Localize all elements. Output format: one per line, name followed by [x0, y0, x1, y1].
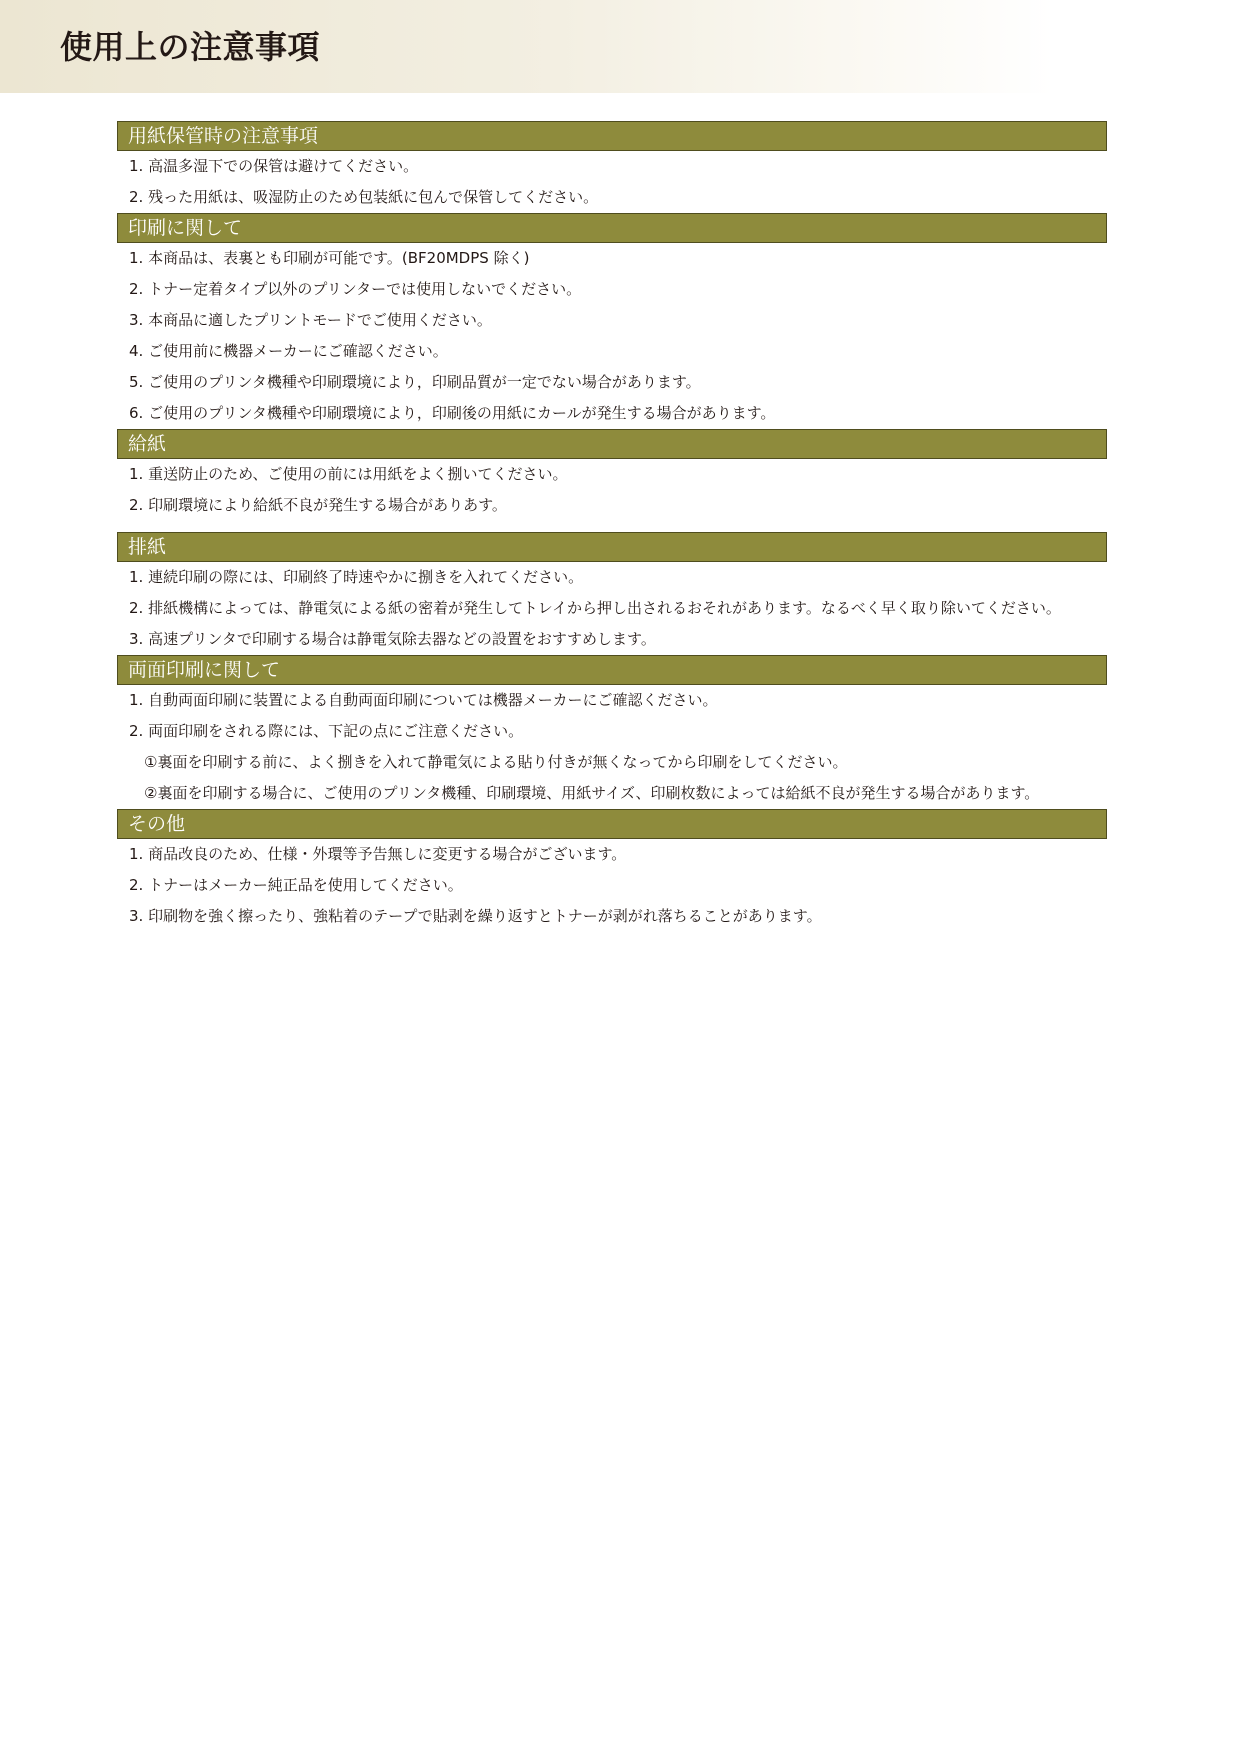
list-item: 2. トナーはメーカー純正品を使用してください。	[129, 876, 463, 894]
list-item: 5. ご使用のプリンタ機種や印刷環境により，印刷品質が一定でない場合があります。	[129, 373, 701, 391]
section-paper-feed	[117, 429, 1107, 532]
section-header: 印刷に関して	[117, 213, 1107, 243]
list-item: 1. 高温多湿下での保管は避けてください。	[129, 157, 419, 175]
list-item: 1. 商品改良のため、仕様・外環等予告無しに変更する場合がございます。	[129, 845, 627, 863]
section-printing	[117, 213, 1107, 429]
section-spacer	[117, 521, 1107, 532]
list-item: 4. ご使用前に機器メーカーにご確認ください。	[129, 342, 448, 360]
section-paper-storage	[117, 121, 1107, 213]
item-list	[117, 243, 1107, 429]
section-header: 排紙	[117, 532, 1107, 562]
list-item: 1. 自動両面印刷に装置による自動両面印刷については機器メーカーにご確認ください。	[129, 691, 718, 709]
list-item: 2. 両面印刷をされる際には、下記の点にご注意ください。	[129, 722, 524, 740]
list-item: 2. トナー定着タイプ以外のプリンターでは使用しないでください。	[129, 280, 582, 298]
section-header: 給紙	[117, 429, 1107, 459]
sub-list-item: ②裏面を印刷する場合に、ご使用のプリンタ機種、印刷環境、用紙サイズ、印刷枚数によっては給紙不良が発生する場合があります。	[144, 784, 1040, 802]
section-other	[117, 809, 1107, 932]
section-header: その他	[117, 809, 1107, 839]
item-list	[117, 839, 1107, 932]
list-item: 2. 印刷環境により給紙不良が発生する場合がありあす。	[129, 496, 507, 514]
notes-content	[117, 121, 1107, 932]
list-item: 1. 重送防止のため、ご使用の前には用紙をよく捌いてください。	[129, 465, 568, 483]
section-header: 用紙保管時の注意事項	[117, 121, 1107, 151]
section-paper-output	[117, 532, 1107, 655]
item-list	[117, 562, 1107, 655]
list-item: 6. ご使用のプリンタ機種や印刷環境により，印刷後の用紙にカールが発生する場合があります。	[129, 404, 776, 422]
section-header: 両面印刷に関して	[117, 655, 1107, 685]
list-item: 3. 本商品に適したプリントモードでご使用ください。	[129, 311, 492, 329]
page-title: 使用上の注意事項	[60, 28, 321, 66]
list-item: 2. 残った用紙は、吸湿防止のため包装紙に包んで保管してください。	[129, 188, 599, 206]
sub-list-item: ①裏面を印刷する前に、よく捌きを入れて静電気による貼り付きが無くなってから印刷をしてください。	[144, 753, 848, 771]
item-list	[117, 685, 1107, 809]
list-item: 3. 印刷物を強く擦ったり、強粘着のテープで貼剥を繰り返すとトナーが剥がれ落ちることがあります。	[129, 907, 822, 925]
list-item: 1. 本商品は、表裏とも印刷が可能です。(BF20MDPS 除く)	[129, 249, 530, 267]
section-duplex-printing	[117, 655, 1107, 809]
item-list	[117, 151, 1107, 213]
list-item: 2. 排紙機構によっては、静電気による紙の密着が発生してトレイから押し出されるおそれがあります。なるべく早く取り除いてください。	[129, 599, 1061, 617]
item-list	[117, 459, 1107, 521]
list-item: 3. 高速プリンタで印刷する場合は静電気除去器などの設置をおすすめします。	[129, 630, 656, 648]
list-item: 1. 連続印刷の際には、印刷終了時速やかに捌きを入れてください。	[129, 568, 584, 586]
